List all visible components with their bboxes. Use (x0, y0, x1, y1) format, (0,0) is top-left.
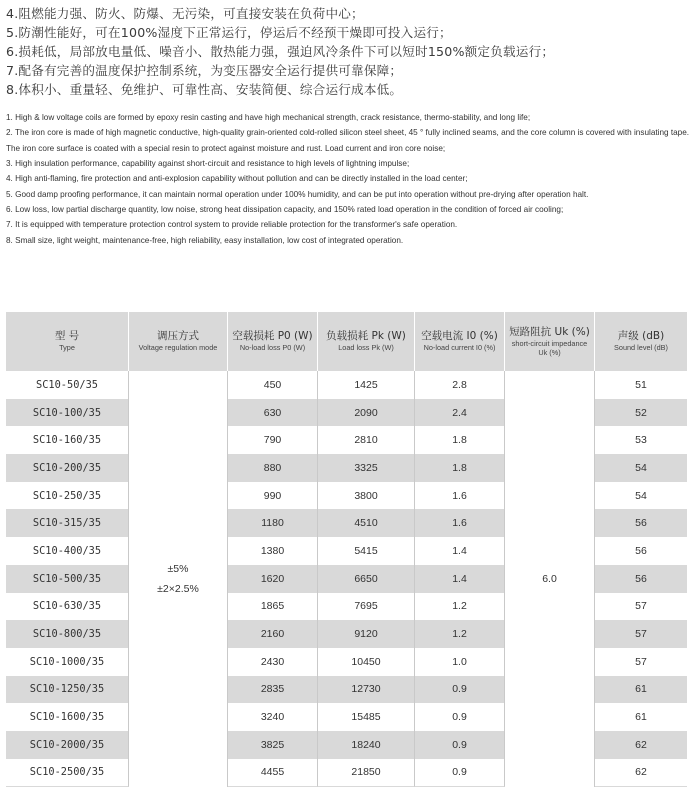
cell-i0: 1.4 (415, 565, 505, 593)
header-p0: 空载损耗 P0 (W) No-load loss P0 (W) (228, 312, 318, 371)
cell-p0: 990 (228, 482, 318, 510)
cell-db: 61 (635, 711, 647, 724)
cell-i0: 1.0 (415, 648, 505, 676)
cell-p0: 2430 (228, 648, 318, 676)
feature-en-item: 1. High & low voltage coils are formed by epoxy resin casting and have high mechanical strength, crack resistance, thermo-stability, and long life; (6, 113, 531, 122)
cell-pk: 7695 (318, 593, 415, 621)
cell-pk: 9120 (318, 620, 415, 648)
cell-i0: 1.6 (415, 482, 505, 510)
header-db: 声级 (dB) Sound level (dB) (595, 312, 687, 371)
cell-db: 62 (595, 731, 687, 759)
cell-db: 56 (635, 544, 647, 557)
cell-db: 57 (635, 655, 647, 668)
feature-cn-item: 6.损耗低，局部放电量低、噪音小、散热能力强，强迫风冷条件下可以短时150%额定负载运行； (6, 44, 555, 59)
cell-pk: 6650 (318, 565, 415, 593)
cell-i0: 2.4 (415, 399, 505, 427)
table-header-row (6, 312, 687, 371)
cell-pk: 4510 (318, 509, 415, 537)
cell-db: 61 (595, 676, 687, 704)
feature-cn-item: 8.体积小、重量轻、免维护、可靠性高、安装简便、综合运行成本低。 (6, 82, 403, 97)
cell-pk: 3325 (318, 454, 415, 482)
cell-i0: 0.9 (415, 759, 505, 788)
cell-db: 56 (595, 509, 687, 537)
cell-pk: 21850 (318, 759, 415, 788)
cell-p0: 2835 (228, 676, 318, 704)
cell-pk: 12730 (318, 676, 415, 704)
cell-i0: 1.2 (415, 593, 505, 621)
header-uk: 短路阻抗 Uk (%) short-circuit impedance Uk (%) (505, 312, 595, 371)
cell-pk: 10450 (318, 648, 415, 676)
cell-type: SC10-400/35 (6, 537, 129, 565)
cell-p0: 3825 (228, 731, 318, 759)
cell-impedance: 6.0 (505, 371, 595, 787)
feature-en-item: 8. Small size, light weight, maintenance-free, high reliability, easy installation, low cost of integrated operation. (6, 235, 404, 245)
cell-type: SC10-2000/35 (6, 731, 129, 759)
cell-i0: 1.6 (415, 509, 505, 537)
cell-type: SC10-160/35 (6, 426, 129, 454)
cell-p0: 450 (228, 371, 318, 399)
header-regulation: 调压方式 Voltage regulation mode (129, 312, 228, 371)
cell-db: 54 (635, 489, 647, 502)
cell-p0: 790 (228, 426, 318, 454)
spec-table (6, 312, 687, 787)
cell-db: 57 (595, 620, 687, 648)
feature-en-item: 6. Low loss, low partial discharge quantity, low noise, strong heat dissipation capacity, and 150% rated load operation in the condition of forced air cooling; (6, 205, 564, 215)
cell-pk: 18240 (318, 731, 415, 759)
cell-type: SC10-200/35 (6, 454, 129, 482)
feature-en-item: 5. Good damp proofing performance, it can maintain normal operation under 100% humidity, and can be put into operation without pre-drying after operation halt. (6, 189, 589, 199)
cell-db: 53 (635, 434, 647, 447)
cell-i0: 0.9 (415, 731, 505, 759)
cell-pk: 1425 (318, 371, 415, 399)
cell-type: SC10-800/35 (6, 620, 129, 648)
cell-i0: 2.8 (415, 371, 505, 399)
cell-type: SC10-50/35 (6, 371, 129, 399)
header-pk: 负载损耗 Pk (W) Load loss Pk (W) (318, 312, 415, 371)
cell-p0: 1180 (228, 509, 318, 537)
feature-en-item: 2. The iron core is made of high magnetic conductive, high-quality grain-oriented cold-rolled silicon steel sheet, 45 ° fully inclined seams, and the core column is covered with insulating tape. The iron core surface is coated with a special resin to protect against moisture and rust. Load current and iron core noise; (6, 128, 690, 153)
cell-db: 51 (635, 378, 647, 391)
cell-p0: 4455 (228, 759, 318, 788)
cell-i0: 1.8 (415, 426, 505, 454)
feature-en-item: 4. High anti-flaming, fire protection and anti-explosion capability without pollution and can be directly installed in the load center; (6, 174, 468, 184)
cell-pk: 15485 (318, 703, 415, 731)
cell-db: 52 (595, 399, 687, 427)
feature-en-item: 7. It is equipped with temperature protection control system to provide reliable protection for the transformer's safe operation. (6, 220, 458, 230)
cell-db: 56 (595, 565, 687, 593)
cell-pk: 2090 (318, 399, 415, 427)
cell-i0: 0.9 (415, 703, 505, 731)
features-en-list (6, 110, 696, 248)
cell-pk: 5415 (318, 537, 415, 565)
cell-type: SC10-100/35 (6, 399, 129, 427)
cell-p0: 1865 (228, 593, 318, 621)
cell-i0: 0.9 (415, 676, 505, 704)
cell-regulation (129, 371, 228, 787)
cell-p0: 1380 (228, 537, 318, 565)
cell-db: 62 (595, 759, 687, 788)
features-cn-list (6, 4, 696, 99)
cell-i0: 1.2 (415, 620, 505, 648)
cell-type: SC10-2500/35 (6, 759, 129, 788)
regulation-line: ±2×2.5% (157, 583, 199, 596)
cell-type: SC10-500/35 (6, 565, 129, 593)
cell-p0: 2160 (228, 620, 318, 648)
cell-db: 57 (635, 600, 647, 613)
table-row (6, 371, 687, 399)
regulation-line: ±5% (167, 563, 189, 576)
cell-type: SC10-630/35 (6, 593, 129, 621)
cell-type: SC10-315/35 (6, 509, 129, 537)
cell-p0: 1620 (228, 565, 318, 593)
cell-pk: 2810 (318, 426, 415, 454)
feature-cn-item: 4.阻燃能力强、防火、防爆、无污染，可直接安装在负荷中心； (6, 6, 364, 21)
header-type: 型 号 Type (6, 312, 129, 371)
cell-p0: 880 (228, 454, 318, 482)
feature-cn-item: 7.配备有完善的温度保护控制系统，为变压器安全运行提供可靠保障； (6, 63, 403, 78)
header-i0: 空载电流 I0 (%) No-load current I0 (%) (415, 312, 505, 371)
cell-type: SC10-1250/35 (6, 676, 129, 704)
cell-type: SC10-1000/35 (6, 648, 129, 676)
cell-pk: 3800 (318, 482, 415, 510)
cell-db: 54 (595, 454, 687, 482)
cell-p0: 630 (228, 399, 318, 427)
cell-i0: 1.8 (415, 454, 505, 482)
cell-i0: 1.4 (415, 537, 505, 565)
feature-en-item: 3. High insulation performance, capability against short-circuit and resistance to high levels of lightning impulse; (6, 159, 410, 169)
cell-type: SC10-1600/35 (6, 703, 129, 731)
cell-type: SC10-250/35 (6, 482, 129, 510)
feature-cn-item: 5.防潮性能好，可在100%湿度下正常运行，停运后不经预干燥即可投入运行； (6, 25, 452, 40)
cell-p0: 3240 (228, 703, 318, 731)
